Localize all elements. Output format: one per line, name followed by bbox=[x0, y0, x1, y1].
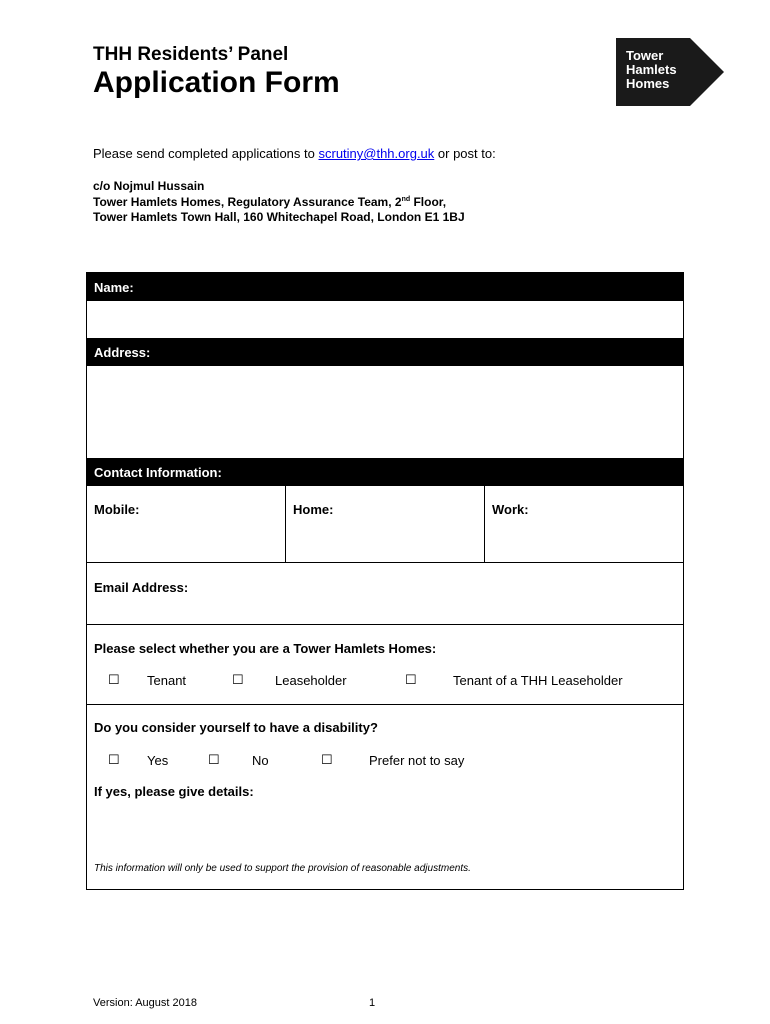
privacy-note: This information will only be used to support the provision of reasonable adjustments. bbox=[94, 863, 471, 874]
yes-checkbox[interactable]: ☐ bbox=[108, 752, 120, 767]
name-header: Name: bbox=[87, 273, 683, 301]
work-phone-field[interactable]: Work: bbox=[484, 486, 683, 562]
intro-after: or post to: bbox=[434, 146, 496, 161]
logo-line-3: Homes bbox=[626, 76, 670, 91]
tower-hamlets-homes-logo bbox=[616, 38, 724, 106]
tenant-of-leaseholder-label: Tenant of a THH Leaseholder bbox=[453, 673, 623, 688]
address-line-3: Tower Hamlets Town Hall, 160 Whitechapel Road, London E1 1BJ bbox=[93, 210, 465, 224]
address-superscript: nd bbox=[401, 195, 411, 203]
tenant-checkbox[interactable]: ☐ bbox=[108, 672, 120, 687]
address-line-1: c/o Nojmul Hussain bbox=[93, 179, 205, 193]
mobile-field[interactable]: Mobile: bbox=[94, 502, 140, 517]
address-line-2a: Tower Hamlets Homes, Regulatory Assurance Team, 2 bbox=[93, 194, 402, 209]
prefer-not-to-say-checkbox[interactable]: ☐ bbox=[321, 752, 333, 767]
form-subtitle: THH Residents’ Panel bbox=[93, 44, 289, 65]
name-field[interactable] bbox=[87, 301, 683, 338]
tenant-label: Tenant bbox=[147, 673, 187, 688]
home-phone-field[interactable]: Home: bbox=[285, 486, 484, 562]
contact-row bbox=[87, 486, 683, 563]
address-line-2 bbox=[93, 195, 465, 211]
yes-label: Yes bbox=[147, 753, 169, 768]
intro-before: Please send completed applications to bbox=[93, 146, 319, 161]
address-field[interactable] bbox=[87, 366, 683, 458]
disability-question: Do you consider yourself to have a disability? bbox=[94, 720, 378, 735]
address-header: Address: bbox=[87, 338, 683, 366]
address-line-2b: Floor, bbox=[410, 194, 447, 209]
contact-header: Contact Information: bbox=[87, 458, 683, 486]
details-label: If yes, please give details: bbox=[94, 784, 254, 799]
tenure-question: Please select whether you are a Tower Hamlets Homes: bbox=[94, 641, 437, 656]
logo-line-2: Hamlets bbox=[626, 62, 677, 77]
disability-section bbox=[87, 705, 683, 889]
no-label: No bbox=[252, 753, 269, 768]
prefer-not-to-say-label: Prefer not to say bbox=[369, 753, 465, 768]
no-checkbox[interactable]: ☐ bbox=[208, 752, 220, 767]
version-footer: Version: August 2018 bbox=[93, 997, 197, 1009]
email-field[interactable]: Email Address: bbox=[87, 563, 683, 625]
postal-address bbox=[93, 179, 465, 226]
tenure-section bbox=[87, 625, 683, 705]
page-number: 1 bbox=[369, 997, 376, 1009]
page-title: Application Form bbox=[93, 66, 340, 99]
email-link[interactable]: scrutiny@thh.org.uk bbox=[318, 146, 435, 161]
application-form bbox=[86, 272, 684, 890]
leaseholder-checkbox[interactable]: ☐ bbox=[232, 672, 244, 687]
intro-text bbox=[93, 146, 496, 161]
tenant-of-leaseholder-checkbox[interactable]: ☐ bbox=[405, 672, 417, 687]
logo-line-1: Tower bbox=[626, 48, 664, 63]
leaseholder-label: Leaseholder bbox=[275, 673, 347, 688]
